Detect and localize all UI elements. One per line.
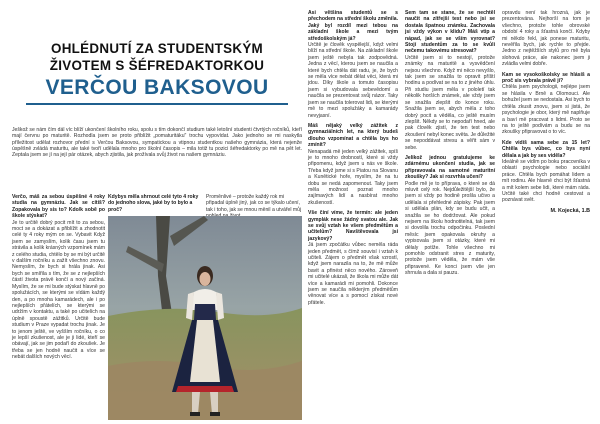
right-page <box>308 10 590 420</box>
answer: Určitě jsem si to nestojí, protože známky na maturitě a vysvědčení nejsou všechno. Když mi něco nevyšlo, tak jsem se snažila to opravit příští hodinu a podívat se na to z jiného úhlu. Při studiu jsem měla v pololetí tak několik horších známek, ale vždy jsem se snažila zlepšit do konce roku. Snažila jsem se, abych měla z toho dobrý pocit a věděla, co ještě musím zlepšit. Někdy se to nepodaří hned, ale pak člověk zjistí, že ten test nebo zkoušení nebyl konec světa. Je důležité se nepoddávat stresu a věřit sám v sebe. <box>405 54 495 151</box>
answer: Proměnlivé – protože každý rok mi připadal úplně jiný, jak co se týkalo učení, tak i toho, jak se mnou měnil a utvářel můj <box>206 194 302 213</box>
title-line-3: VERČOU BAKSOVOU <box>45 76 269 99</box>
answer: Určitě je člověk vyspělejší, když velmi blíží na střední škole. Na základní škole jsem ještě nebyla tak zodpovědná. Jedna z věcí, kterou jsem se naučila a které bych chtěla dát radu, je, že bych se měla více nebát dělat věci, která mi jdou. Díky škole a tomuto časopisu jsem si vybudovala sebevědomí a naučila se prezentovat svůj názor. Taky jsem se naučila tolerovat lidi, se kterými mě to mezi spolužáky a kamarády nevyjasní. <box>308 42 398 119</box>
title-line-1: OHLÉDNUTÍ ZA STUDENTSKÝM <box>50 41 264 56</box>
question: Vše činí víme, že termín: ale jeden gymplák nese žádný svatou ale. Jak se svůj vztah ke všem předmětům a učitelům? Navštěvovala jsi jazykový? <box>308 210 398 242</box>
answer: Podle mě je to příprava, o které se dá mluvit celý rok. Nejdůležitější bylo, že jsem si vždy po hodině prošla učivo a udělala si přehledné zápisky. Pak jsem si udělala plán, kdy se budu učit, a snažila se ho dodržovat. Ale pokud nejsem na školu hodnotitelná, tak jsem si dovolila trochu odpočinku. Poslední měsíc jsem opakovala okruhy a vypisovala jsem si otázky, které mi dělaly potíže. Tohle všechno mi pomohlo odstranit stres z maturity, protože jsem věděla, že mám vše připravené. Ke konci jsem vše jen shrnula a dala si pauzu. <box>405 180 495 277</box>
interview-columns-left <box>12 194 302 420</box>
right-column-2 <box>405 10 495 277</box>
column-2 <box>108 194 201 213</box>
question: Kam se vysokoškolsky se hlásíš a proč sis vybrala právě ji? <box>502 71 590 85</box>
answer: Já jsem zpočátku vůbec neměla ráda jeden předmět, s čímž souvisí i vztah k učiteli. Zájem o předmět však vzrostl, když jsem narazila na to, že mě může bavit a přinést něco nového. Zároveň mi učitelé ukázali, že škola mi může dát více a kamarádi mi pomohli. Dokonce jsem se naučila některým předmětům věnovat více a s pomocí získat nové přátele. <box>308 242 398 306</box>
title-line-2: ŽIVOTEM S ŠÉFREDAKTORKOU <box>49 58 265 73</box>
question: Máš nějaký velký zážitek z gymnaziálních let, na který budeš dlouho vzpomínat a chtěla bys ho zmínit? <box>308 122 398 149</box>
question: Asi většina studentů se s přechodem na střední školu změnila. Jaký byl rozdíl mezi tebou na základní škole a mezi tvým středoškolským já? <box>308 10 398 42</box>
answer: opravdu není tak hrozná, jak je prezentována. Nejhorší na tom je všechno, protože tohle obrovské období 4 roky a šťastná končí. Kdyby mi někdo řekl, jak ponese maturitu, nevěřila bych, jak rychle to přejde. Jedno z nejtěžších stylů pro mě byla slohová práce, ale nakonec jsem ji zvládla velmi dobře. <box>502 10 590 68</box>
column-1 <box>12 194 105 361</box>
question: Kde vidíš sama sebe za 15 let? Chtěla bys vůbec, co bys nyní dělala a jak by ses viděla? <box>502 139 590 159</box>
question: Jelikož jednou gratulujeme ke zdárnému ukončení studia, jak se připravovala na samotné maturitní zkoušky? Jak si rozvrhla učení? <box>405 154 495 181</box>
question: Sem tam se stane, že se nechtěl naučit na zítřejší test nebo jsi se dostala špatnou známku. Zachovala jsi vždy výkon v klidu? Máš vtip a nápad, jak se se vším vyrovnat? Stojí studentům za to se kvůli nečemu takovému stresovat? <box>405 10 495 55</box>
answer: Nenapadá mě jeden velký zážitek, spíš je to mnoho drobností, které si vždy připomenu, když jsem u nás ve škole. Třeba když jsme si s Piatou na Slovanu a Kunětické hoře, myslím, že na tu dobu se nedá zapomenout. Taky jsem měla možnost poznat mnoho zajímavých lidí a nasbírat mnoho zkušeností. <box>308 148 398 206</box>
portrait-photo <box>108 216 302 420</box>
question: Kdybys měla shrnout celé tyto 4 roky do jednoho slova, jaké by to bylo a proč? <box>108 194 199 213</box>
left-page <box>12 10 302 164</box>
right-column-1 <box>308 10 398 306</box>
answer: Ideálně se vidím po boku pracovníka v oblasti psychologie nebo sociální práce. Chtěla bych pomáhat lidem a mít rodinu. Ale hlavně chci být šťastná a mít kolem sebe lidi, které mám ráda. Určitě také chci hodně cestovat a poznávat svět. <box>502 158 590 204</box>
author-signature: M. Kojecká, 1.B <box>550 207 590 214</box>
right-column-3 <box>502 10 590 214</box>
answer: Je to určitě dobrý pocit mít to za sebou, moct se a dokázat a přiblížit a zhodnotit celé ty 4 roky mým on se. Vybavit Když jsem se zamyslím, kolik času jsem tu strávila a kolik krásných vzpomínek mám z celého studia, chtělo by se mi být určitě v dalším ročníku a zažít všechno znovu. Nemyslím, že bych si hrála jinak. Asi bych se smířila s tím, že se z nejlepších částí života právě končí a nový začíná. Myslím, že se mi bude stýskat hlavně po spolužácích, se kterými se vídám každý den, a po mnoha kamarádech, ale i po nejlepších přátelích, se kterými se udržím v kontaktu, a také po učitelích na úplně spoustě zážitků. Určitě bude studium v Praze vypadat trochu jinak. Je to jenom ještě, ve vyšším ročníku, o co je lepší zkušenost, ale je ji lidé, kteří se obávají, jak se jim podaří do zkoušek. Je třeba se jen hodně naučit a více se nebát dalších nových věcí. <box>12 219 105 361</box>
intro-paragraph: Ješkož se nám čím dál víc blíží ukončení školního roku, spolu s tím dokončí studium také letošní studenti čtvrtých ročníků, kteří mají červnu po maturitě. Rozhodla jsem se proto přiblížit „pomaturitáku" trochu vypovídat. Jako jednoho se mi naskytla příležitost udělat rozhovor přední s Verčou Baksovou, sympatickou a vtipnou studentkou našeho gymnázia, která nejenže úspěšně zvládá maturitu, ale také tvoří udělala mnoho pro školní časopis – mila totiž tu pozici šéfredaktorky po mě na pět let. Zeptala jsem se jí na její pár otázek, abych zjistila, jak prožívala svůj život na našem gymnáziu. <box>12 127 302 159</box>
answer: Chtěla jsem psychologii, nejlépe jsem se hlásila v Brně a Olomouci. Ale bohužel jsem se nedostala. Asi bych to chtěla zkusit znovu, jsem si jistá, že psychologie je obor, který mě naplňuje a baví mě pracovat s lidmi. Proto se na to ještě podívám a budu se na zkoušky připravovat o to víc. <box>502 84 590 136</box>
question: Verčo, máš za sebou úspěšné 4 roky studia na gymnáziu. Jak se cítíš? Zopakovala by sis to? Kdo/k sobě po škole stýskat? <box>12 194 105 220</box>
title-underline <box>26 103 288 105</box>
